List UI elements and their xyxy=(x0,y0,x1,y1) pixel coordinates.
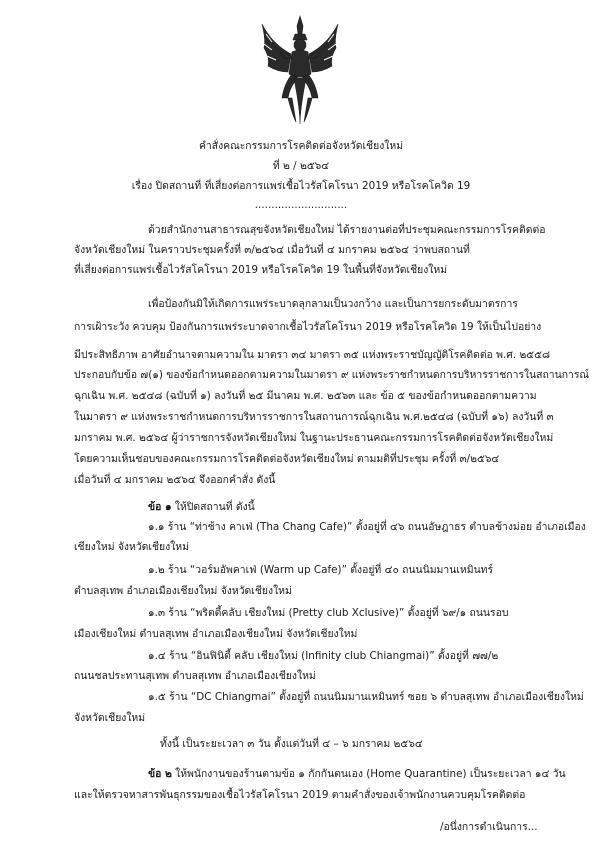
list-item-cont: เชียงใหม่ จังหวัดเชียงใหม่ xyxy=(74,541,189,553)
closure-duration: ทั้งนี้ เป็นระยะเวลา ๓ วัน ตั้งแต่วันที่ ๔ – ๖ มกราคม ๒๕๖๔ xyxy=(160,738,423,750)
paragraph-line: การเฝ้าระวัง ควบคุม ป้องกันการแพร่ระบาดจากเชื้อไวรัสโคโรนา 2019 หรือโรคโควิด 19 ให้เป็นไปอย่าง xyxy=(74,321,542,333)
paragraph-line: ที่เสี่ยงต่อการแพร่เชื้อไวรัสโคโรนา 2019 หรือโรคโควิด 19 ในพื้นที่จังหวัดเชียงใหม่ xyxy=(74,264,448,276)
order-subject: เรื่อง ปิดสถานที่ ที่เสี่ยงต่อการแพร่เชื้อไวรัสโคโรนา 2019 หรือโรคโควิด 19 xyxy=(131,180,471,192)
paragraph-line: ประกอบกับข้อ ๗(๑) ของข้อกำหนดออกตามความในมาตรา ๙ แห่งพระราชกำหนดการบริหารราชการในสถานการณ์ xyxy=(74,369,590,381)
paragraph-line: โดยความเห็นชอบของคณะกรรมการโรคติดต่อจังหวัดเชียงใหม่ ตามมติที่ประชุม ครั้งที่ ๓/๒๕๖๔ xyxy=(74,453,500,465)
order-number: ที่ ๒ / ๒๕๖๔ xyxy=(272,160,330,172)
paragraph-line: มีประสิทธิภาพ อาศัยอำนาจตามความใน มาตรา ๓๔ มาตรา ๓๕ แห่งพระราชบัญญัติโรคติดต่อ พ.ศ. ๒๕๕๘ xyxy=(74,349,551,361)
order-title: คำสั่งคณะกรรมการโรคติดต่อจังหวัดเชียงใหม่ xyxy=(198,140,404,152)
paragraph-line: จังหวัดเชียงใหม่ ในคราวประชุมครั้งที่ ๓/๒๕๖๔ เมื่อวันที่ ๔ มกราคม ๒๕๖๔ ว่าพบสถานที่ xyxy=(74,244,470,256)
paragraph-line: ในมาตรา ๙ แห่งพระราชกำหนดการบริหารราชการในสถานการณ์ฉุกเฉิน พ.ศ.๒๕๔๘ (ฉบับที่ ๑๖) ลงวันที่ ๓ xyxy=(74,411,554,423)
list-item: ๑.๕ ร้าน “DC Chiangmai” ตั้งอยู่ที่ ถนนนิมมานเหมินทร์ ซอย ๖ ตำบลสุเทพ อำเภอเมืองเชียงใหม่ xyxy=(148,691,584,703)
clause-2-heading xyxy=(148,767,566,781)
garuda-emblem-icon xyxy=(258,14,342,126)
paragraph-line: ฉุกเฉิน พ.ศ. ๒๕๔๘ (ฉบับที่ ๑) ลงวันที่ ๒๕ มีนาคม พ.ศ. ๒๕๖๓ และ ข้อ ๕ ของข้อกำหนดออกตามความ xyxy=(74,390,537,402)
list-item: ๑.๒ ร้าน “วอร์มอัพคาเฟ่ (Warm up Cafe)” ตั้งอยู่ที่ ๔๐ ถนนนิมมานเหมินทร์ xyxy=(148,564,494,576)
list-item: ๑.๑ ร้าน “ท่าช้าง คาเฟ่ (Tha Chang Cafe)” ตั้งอยู่ที่ ๔๖ ถนนอัษฎาธร ตำบลช้างม่อย อำเภอเมือง xyxy=(148,521,586,533)
list-item-cont: ตำบลสุเทพ อำเภอเมืองเชียงใหม่ จังหวัดเชียงใหม่ xyxy=(74,585,292,597)
paragraph-line: ด้วยสำนักงานสาธารณสุขจังหวัดเชียงใหม่ ได้รายงานต่อที่ประชุมคณะกรรมการโรคติดต่อ xyxy=(148,224,546,236)
clause-1-label: ข้อ ๑ xyxy=(148,501,172,513)
paragraph-line: เพื่อป้องกันมิให้เกิดการแพร่ระบาดลุกลามเป็นวงกว้าง และเป็นการยกระดับมาตรการ xyxy=(148,298,518,310)
header-divider: ............................ xyxy=(254,199,348,211)
list-item-cont: เมืองเชียงใหม่ ตำบลสุเทพ อำเภอเมืองเชียงใหม่ จังหวัดเชียงใหม่ xyxy=(74,628,358,640)
clause-1-heading xyxy=(148,500,255,514)
list-item: ๑.๓ ร้าน “พริตตี้คลับ เชียงใหม่ (Pretty club Xclusive)” ตั้งอยู่ที่ ๖๙/๑ ถนนรอบ xyxy=(148,607,509,619)
clause-2-text: ให้พนักงานของร้านตามข้อ ๑ กักกันตนเอง (Home Quarantine) เป็นระยะเวลา ๑๔ วัน xyxy=(171,768,566,780)
list-item: ๑.๔ ร้าน “อินฟินิตี้ คลับ เชียงใหม่ (Infinity club Chiangmai)” ตั้งอยู่ที่ ๗๗/๒ xyxy=(148,650,499,662)
clause-2-label: ข้อ ๒ xyxy=(148,768,172,780)
paragraph-line: มกราคม พ.ศ. ๒๕๖๔ ผู้ว่าราชการจังหวัดเชียงใหม่ ในฐานะประธานคณะกรรมการโรคติดต่อจังหวัดเชียงใหม่ xyxy=(74,432,554,444)
list-item-cont: จังหวัดเชียงใหม่ xyxy=(74,712,146,724)
list-item-cont: ถนนชลประทานสุเทพ ตำบลสุเทพ อำเภอเมืองเชียงใหม่ xyxy=(74,670,316,682)
paragraph-line: เมื่อวันที่ ๔ มกราคม ๒๕๖๔ จึงออกคำสั่ง ดังนี้ xyxy=(74,474,276,486)
page-continuation: /อนึ่งการดำเนินการ... xyxy=(440,821,538,833)
paragraph-line: และให้ตรวจหาสารพันธุกรรมของเชื้อไวรัสโคโรนา 2019 ตามคำสั่งของเจ้าพนักงานควบคุมโรคติดต่อ xyxy=(74,789,526,801)
clause-1-text: ให้ปิดสถานที่ ดังนี้ xyxy=(171,501,255,513)
